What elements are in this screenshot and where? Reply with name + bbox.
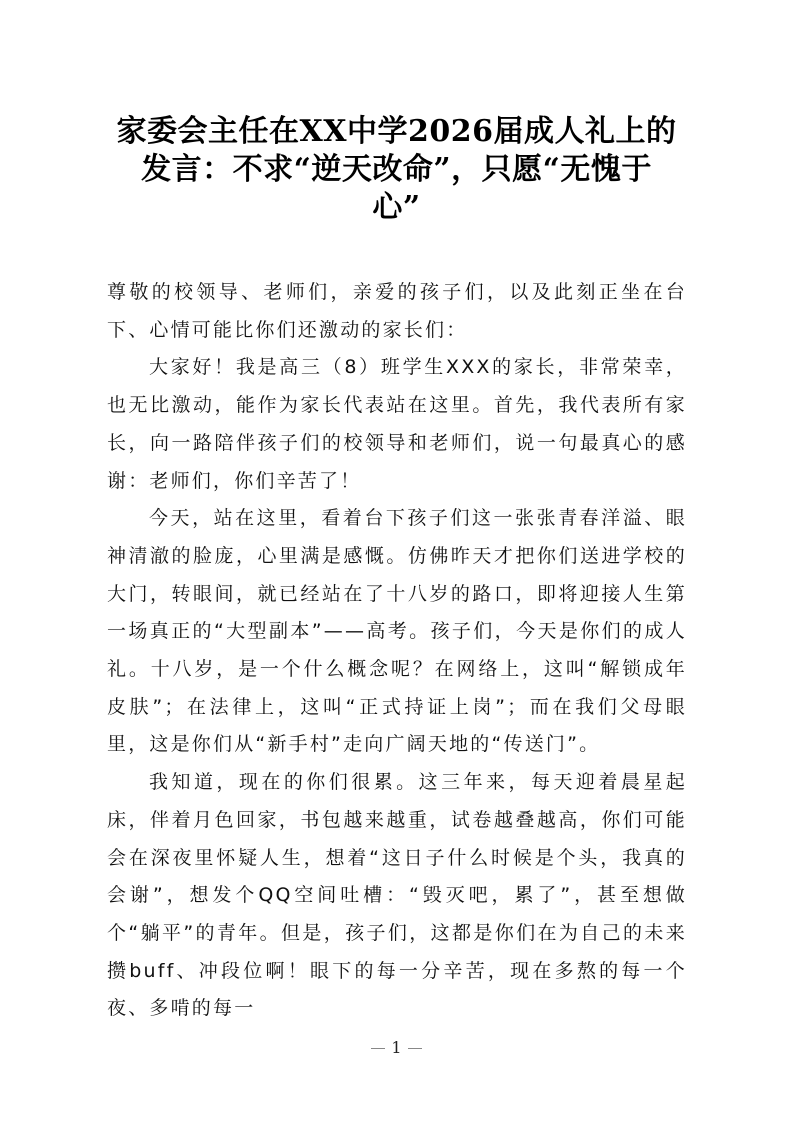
document-title (100, 113, 693, 227)
page-footer (0, 1038, 793, 1057)
salutation-paragraph: 尊敬的校领导、老师们，亲爱的孩子们，以及此刻正坐在台下、心情可能比你们还激动的家长们： (107, 281, 687, 341)
dash-left (371, 1048, 385, 1049)
body-paragraph: 今天，站在这里，看着台下孩子们这一张张青春洋溢、眼神清澈的脸庞，心里满是感慨。仿佛昨天才把你们送进学校的大门，转眼间，就已经站在了十八岁的路口，即将迎接人生第一场真正的“大型副本”——高考。孩子们，今天是你们的成人礼。十八岁，是一个什么概念呢？在网络上，这叫“解锁成年皮肤”；在法律上，这叫“正式持证上岗”；而在我们父母眼里，这是你们从“新手村”走向广阔天地的“传送门”。 (107, 507, 687, 756)
dash-right (408, 1048, 422, 1049)
title-line-1: 家委会主任在XX中学2026届成人礼上的 (116, 114, 677, 149)
page-number: 1 (391, 1038, 402, 1057)
document-body (107, 274, 687, 1028)
body-paragraph: 我知道，现在的你们很累。这三年来，每天迎着晨星起床，伴着月色回家，书包越来越重，试卷越叠越高，你们可能会在深夜里怀疑人生，想着“这日子什么时候是个头，我真的会谢”，想发个QQ空间吐槽：“毁灭吧，累了”，甚至想做个“躺平”的青年。但是，孩子们，这都是你们在为自己的未来攒buff、冲段位啊！眼下的每一分辛苦，现在多熬的每一个夜、多啃的每一 (107, 771, 687, 1020)
title-line-2: 发言：不求“逆天改命”，只愿“无愧于 (141, 152, 652, 187)
greeting-paragraph: 大家好！我是高三（8）班学生XXX的家长，非常荣幸，也无比激动，能作为家长代表站在这里。首先，我代表所有家长，向一路陪伴孩子们的校领导和老师们，说一句最真心的感谢：老师们，你们辛苦了！ (107, 356, 687, 492)
title-line-3: 心” (372, 190, 421, 225)
